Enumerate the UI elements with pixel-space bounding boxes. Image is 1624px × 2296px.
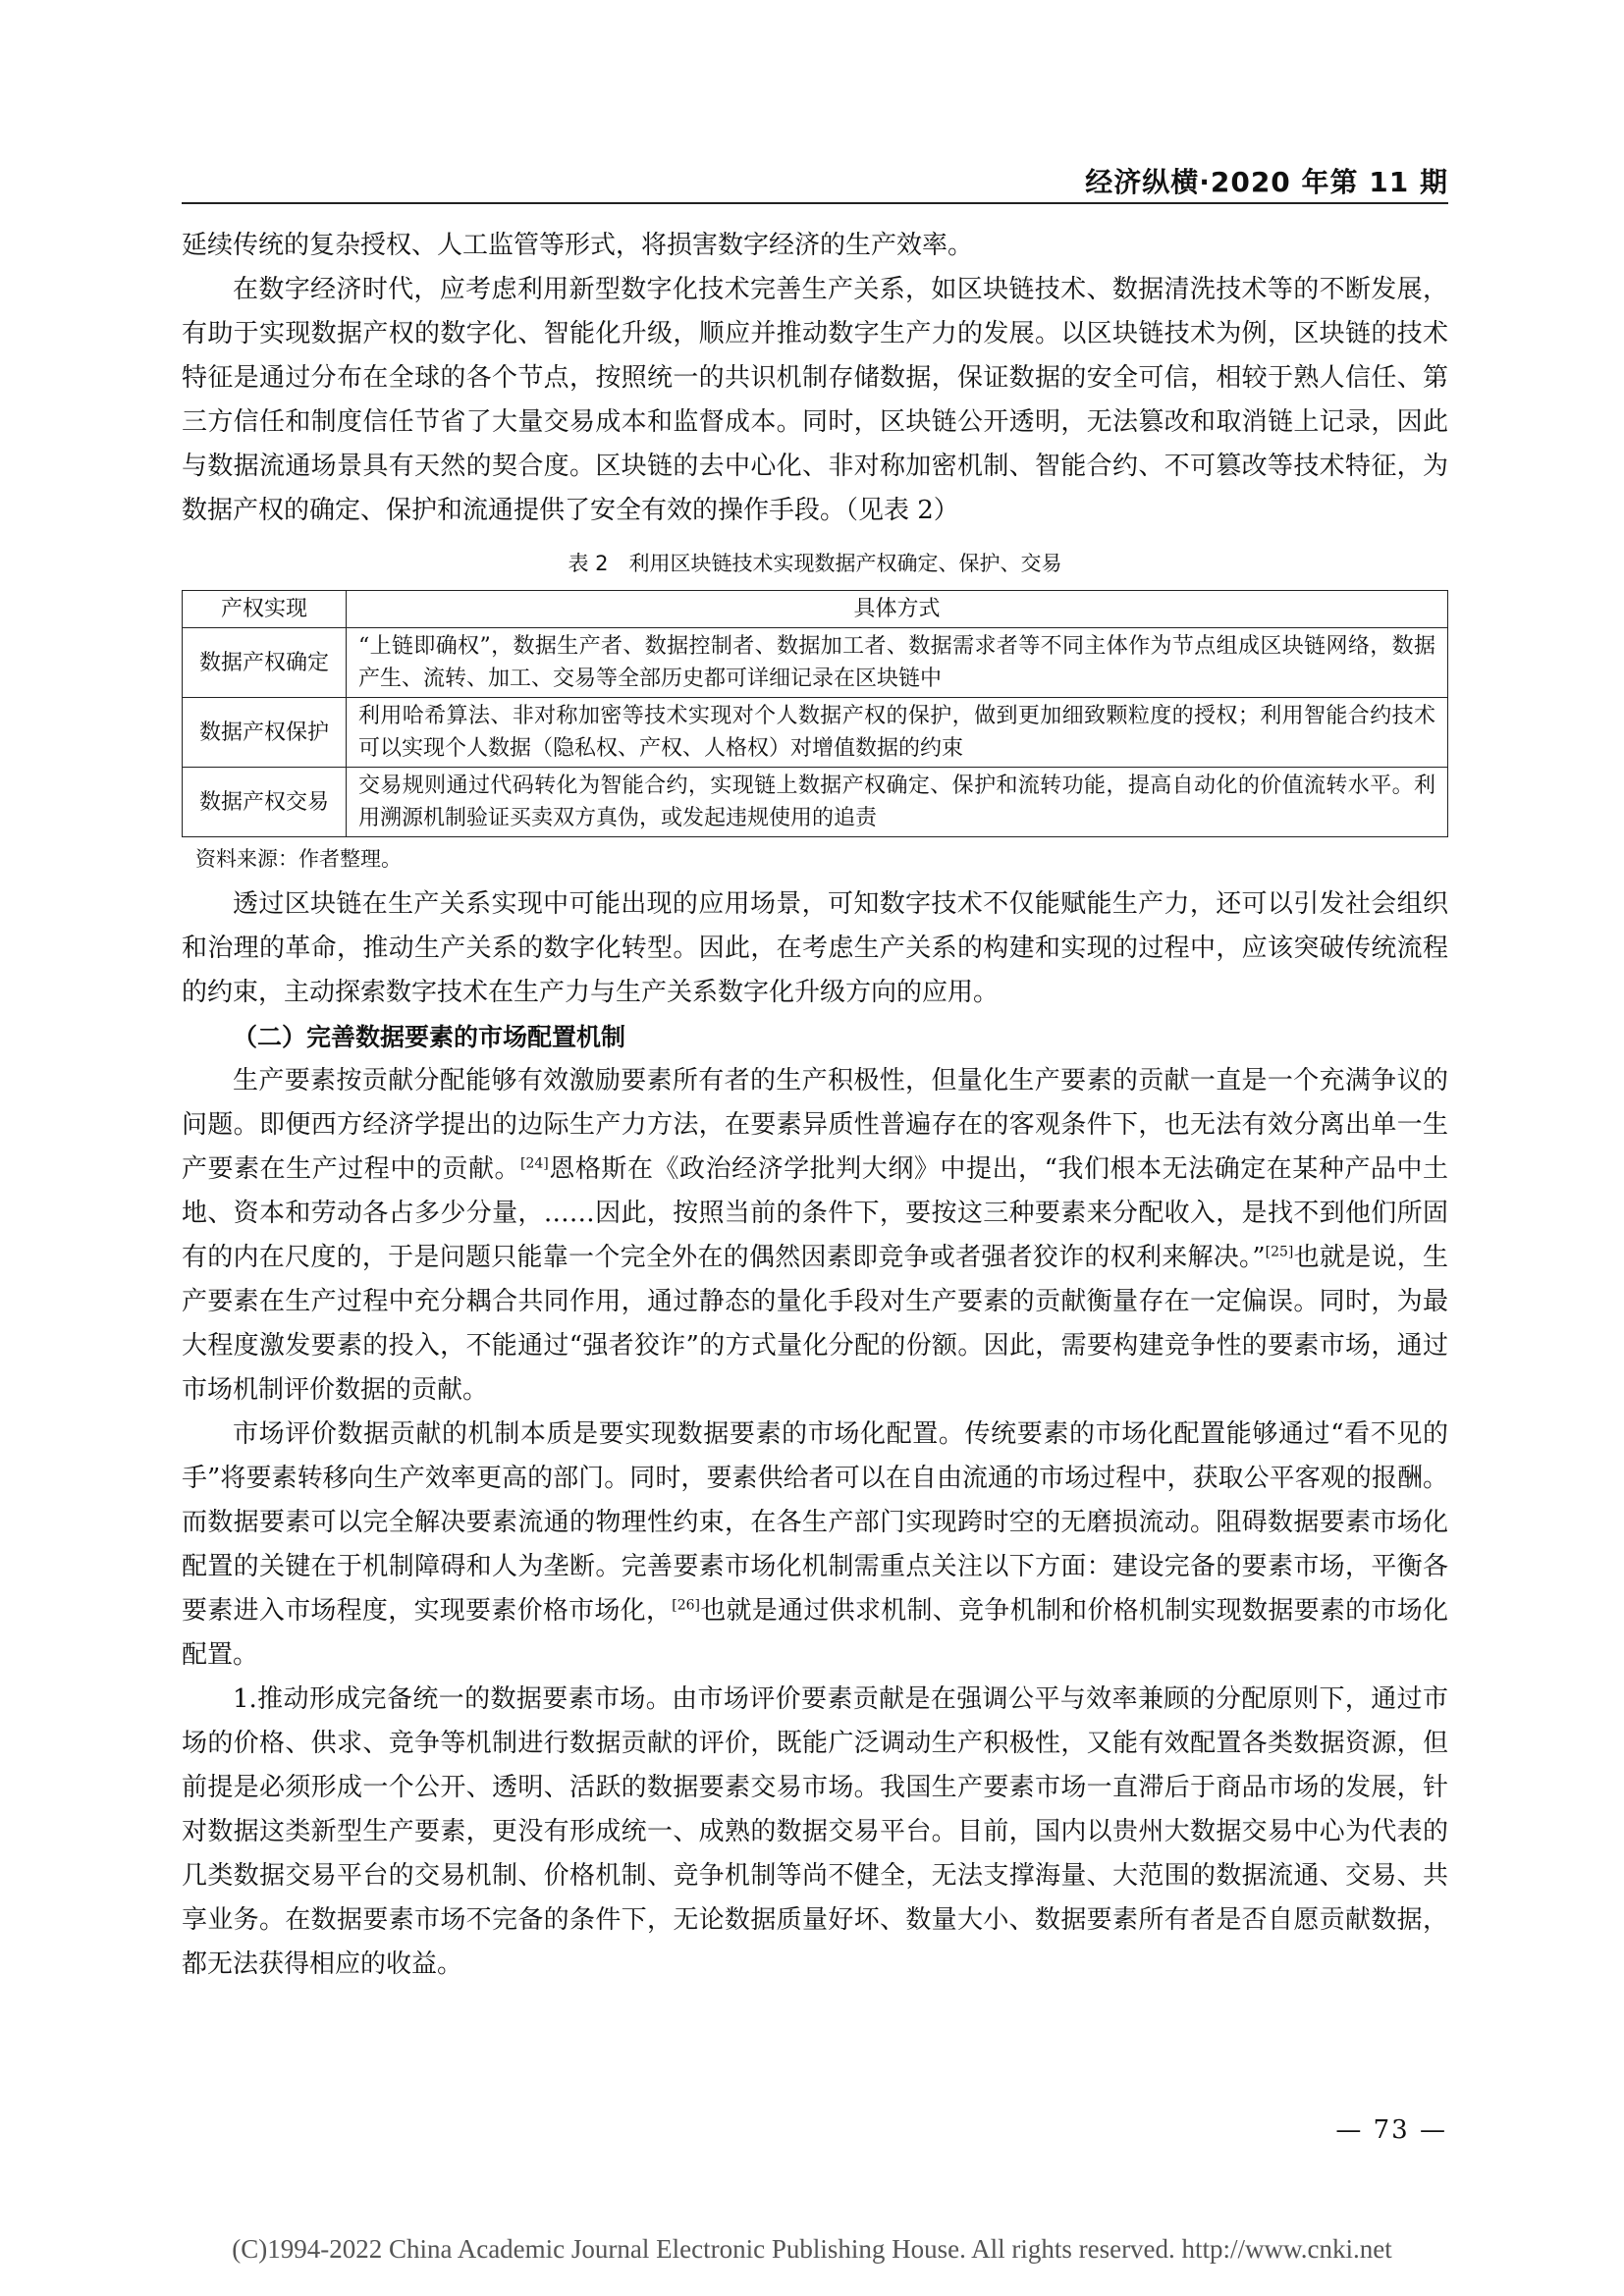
citation-ref[interactable]: [26] xyxy=(672,1597,700,1614)
citation-ref[interactable]: [24] xyxy=(520,1155,549,1172)
table-row-label: 数据产权交易 xyxy=(183,768,347,837)
table-row-text: 交易规则通过代码转化为智能合约，实现链上数据产权确定、保护和流转功能，提高自动化的价值流转水平。利用溯源机制验证买卖双方真伪，或发起违规使用的追责 xyxy=(347,768,1448,837)
text-segment: 恩格斯在《政治经济学批判大纲》中提出，“我们根本无法确定在某种产品中土地、资本和劳动各占多少分量，……因此，按照当前的条件下，要按这三种要素来分配收入，是找不到他们所固有的内在尺度的，于是问题只能靠一个完全外在的偶然因素即竞争或者强者狡诈的权利来解决。” xyxy=(182,1154,1448,1272)
table-source: 资料来源：作者整理。 xyxy=(195,847,402,871)
paragraph xyxy=(182,1059,1448,1413)
table-caption: 表 2 利用区块链技术实现数据产权确定、保护、交易 xyxy=(568,552,1062,575)
copyright-footer: (C)1994-2022 China Academic Journal Electronic Publishing House. All rights reserved. http://www.cnki.net xyxy=(232,2234,1392,2264)
text-segment: 也就是说，生产要素在生产过程中充分耦合共同作用，通过静态的量化手段对生产要素的贡献衡量存在一定偏误。同时，为最大程度激发要素的投入，不能通过“强者狡诈”的方式量化分配的份额。因此，需要构建竞争性的要素市场，通过市场机制评价数据的贡献。 xyxy=(182,1243,1448,1405)
paragraph: 1.推动形成完备统一的数据要素市场。由市场评价要素贡献是在强调公平与效率兼顾的分配原则下，通过市场的价格、供求、竞争等机制进行数据贡献的评价，既能广泛调动生产积极性，又能有效配置各类数据资源，但前提是必须形成一个公开、透明、活跃的数据要素交易市场。我国生产要素市场一直滞后于商品市场的发展，针对数据这类新型生产要素，更没有形成统一、成熟的数据交易平台。目前，国内以贵州大数据交易中心为代表的几类数据交易平台的交易机制、价格机制、竞争机制等尚不健全，无法支撑海量、大范围的数据流通、交易、共享业务。在数据要素市场不完备的条件下，无论数据质量好坏、数量大小、数据要素所有者是否自愿贡献数据，都无法获得相应的收益。 xyxy=(182,1684,1448,1979)
journal-title: 经济纵横·2020 年第 11 期 xyxy=(1085,166,1448,198)
page-header xyxy=(182,157,1448,204)
data-table xyxy=(182,590,1448,837)
table-row-text: “上链即确权”，数据生产者、数据控制者、数据加工者、数据需求者等不同主体作为节点组成区块链网络，数据产生、流转、加工、交易等全部历史都可详细记录在区块链中 xyxy=(347,628,1448,698)
article-body xyxy=(182,224,1448,1987)
table-row-text: 利用哈希算法、非对称加密等技术实现对个人数据产权的保护，做到更加细致颗粒度的授权；利用智能合约技术可以实现个人数据（隐私权、产权、人格权）对增值数据的约束 xyxy=(347,698,1448,768)
text-segment: 生产要素按贡献分配能够有效激励要素所有者的生产积极性，但量化生产要素的贡献一直是一个充满争议的问题。即便西方经济学提出的边际生产力方法，在要素异质性普遍存在的客观条件下，也无法有效分离出单一生产要素在生产过程中的贡献。 xyxy=(182,1066,1448,1184)
table-header-row xyxy=(183,591,1448,628)
table-header-cell: 具体方式 xyxy=(347,591,1448,628)
paragraph: 在数字经济时代，应考虑利用新型数字化技术完善生产关系，如区块链技术、数据清洗技术等的不断发展，有助于实现数据产权的数字化、智能化升级，顺应并推动数字生产力的发展。以区块链技术为例，区块链的技术特征是通过分布在全球的各个节点，按照统一的共识机制存储数据，保证数据的安全可信，相较于熟人信任、第三方信任和制度信任节省了大量交易成本和监督成本。同时，区块链公开透明，无法篡改和取消链上记录，因此与数据流通场景具有天然的契合度。区块链的去中心化、非对称加密机制、智能合约、不可篡改等技术特征，为数据产权的确定、保护和流通提供了安全有效的操作手段。（见表 2） xyxy=(182,275,1448,525)
paragraph xyxy=(182,1413,1448,1678)
text-segment: 市场评价数据贡献的机制本质是要实现数据要素的市场化配置。传统要素的市场化配置能够通过“看不见的手”将要素转移向生产效率更高的部门。同时，要素供给者可以在自由流通的市场过程中，获取公平客观的报酬。而数据要素可以完全解决要素流通的物理性约束，在各生产部门实现跨时空的无磨损流动。阻碍数据要素市场化配置的关键在于机制障碍和人为垄断。完善要素市场化机制需重点关注以下方面：建设完备的要素市场，平衡各要素进入市场程度，实现要素价格市场化， xyxy=(182,1419,1448,1626)
paragraph: 透过区块链在生产关系实现中可能出现的应用场景，可知数字技术不仅能赋能生产力，还可以引发社会组织和治理的革命，推动生产关系的数字化转型。因此，在考虑生产关系的构建和实现的过程中，应该突破传统流程的约束，主动探索数字技术在生产力与生产关系数字化升级方向的应用。 xyxy=(182,889,1448,1007)
table-row xyxy=(183,768,1448,837)
citation-ref[interactable]: [25] xyxy=(1265,1244,1294,1260)
table-row-label: 数据产权保护 xyxy=(183,698,347,768)
table-row-label: 数据产权确定 xyxy=(183,628,347,698)
paragraph: 延续传统的复杂授权、人工监管等形式，将损害数字经济的生产效率。 xyxy=(182,231,974,260)
table-row xyxy=(183,698,1448,768)
table-header-cell: 产权实现 xyxy=(183,591,347,628)
text-segment: 也就是通过供求机制、竞争机制和价格机制实现数据要素的市场化配置。 xyxy=(182,1596,1448,1670)
page-number: — 73 — xyxy=(1335,2115,1447,2145)
table-row xyxy=(183,628,1448,698)
section-heading: （二）完善数据要素的市场配置机制 xyxy=(233,1023,626,1051)
